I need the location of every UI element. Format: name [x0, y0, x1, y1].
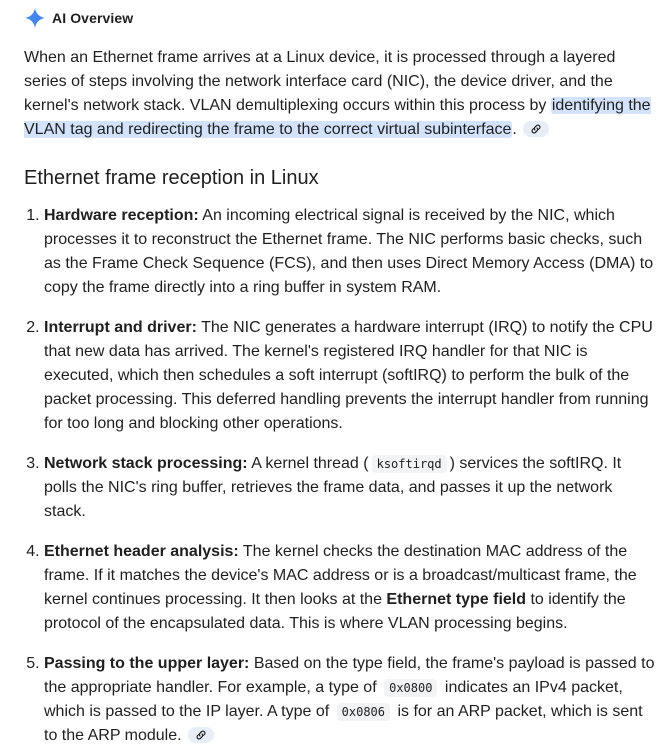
section-heading: Ethernet frame reception in Linux — [24, 167, 319, 189]
link-icon — [530, 123, 542, 135]
link-icon — [195, 729, 207, 741]
list-item — [44, 204, 656, 300]
step-label: Hardware reception: — [44, 207, 199, 224]
step-text: The NIC generates a hardware interrupt (IRQ) to notify the CPU that new data has arrived. The kernel's registered IRQ handler for that NIC is executed, which then schedules a soft interrupt (softIRQ) to perform the bulk of the packet processing. This deferred handling prevents the interrupt handler from running for too long and blocking other operations. — [44, 319, 653, 432]
intro-text: When an Ethernet frame arrives at a Linux device, it is processed through a layered series of steps involving the network interface card (NIC), the device driver, and the kernel's network stack. VLAN demultiplexing occurs within this process by — [24, 49, 616, 114]
intro-end: . — [512, 121, 517, 138]
ai-overview-title: AI Overview — [52, 10, 134, 26]
step-text: The kernel checks the destination MAC address of the frame. If it matches the device's MAC address or is a broadcast/multicast frame, the kernel continues processing. It then looks at the — [44, 543, 637, 608]
list-item — [44, 540, 656, 636]
step-label: Passing to the upper layer: — [44, 655, 250, 672]
step-text: Based on the type field, the frame's payload is passed to the appropriate handler. For example, a type of — [44, 655, 655, 696]
step-label: Interrupt and driver: — [44, 319, 197, 336]
list-item — [44, 316, 656, 436]
steps-list — [24, 204, 656, 748]
source-link-button[interactable] — [523, 121, 549, 137]
step-label: Ethernet header analysis: — [44, 543, 239, 560]
step-text: A kernel thread ( — [247, 455, 369, 472]
source-link-button[interactable] — [188, 727, 214, 743]
emphasis-text: Ethernet type field — [386, 591, 526, 608]
inline-code: 0x0806 — [337, 703, 390, 721]
step-label: Network stack processing: — [44, 455, 248, 472]
ai-overview-header — [24, 0, 656, 36]
inline-code: ksoftirqd — [372, 455, 447, 473]
intro-paragraph — [24, 46, 656, 142]
step-text: ) services the softIRQ. It polls the NIC's ring buffer, retrieves the frame data, and passes it up the network stack. — [44, 455, 622, 520]
step-text: to identify the protocol of the encapsulated data. This is where VLAN processing begins. — [44, 591, 626, 632]
list-item — [44, 652, 656, 748]
step-text: is for an ARP packet, which is sent to the ARP module. — [44, 703, 643, 744]
step-text: indicates an IPv4 packet, which is passed to the IP layer. A type of — [44, 679, 623, 720]
step-text: An incoming electrical signal is received by the NIC, which processes it to reconstruct the Ethernet frame. The NIC performs basic checks, such as the Frame Check Sequence (FCS), and then uses Direct Memory Access (DMA) to copy the frame directly into a ring buffer in system RAM. — [44, 207, 654, 296]
highlighted-phrase[interactable]: identifying the VLAN tag and redirecting the frame to the correct virtual subinterface — [24, 97, 651, 138]
list-item — [44, 452, 656, 524]
inline-code: 0x0800 — [384, 679, 437, 697]
sparkle-icon — [24, 7, 46, 29]
